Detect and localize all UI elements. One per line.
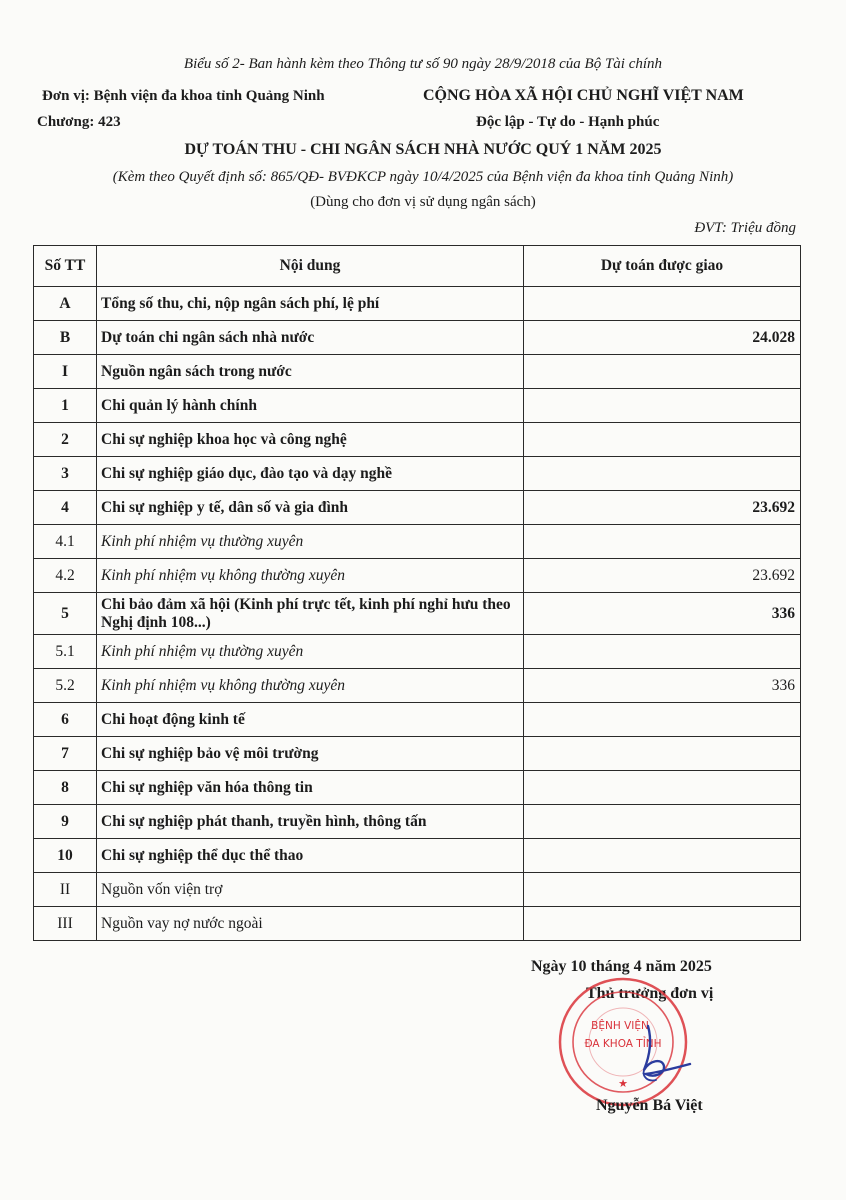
table-row <box>34 635 801 669</box>
table-row <box>34 525 801 559</box>
table-row <box>34 873 801 907</box>
row-content-cell: Kinh phí nhiệm vụ không thường xuyên <box>97 559 524 593</box>
svg-text:★: ★ <box>618 1077 628 1090</box>
row-content-cell: Kinh phí nhiệm vụ không thường xuyên <box>97 669 524 703</box>
row-content-cell: Kinh phí nhiệm vụ thường xuyên <box>97 635 524 669</box>
table-row <box>34 457 801 491</box>
row-content-cell: Chi sự nghiệp thể dục thể thao <box>97 839 524 873</box>
table-row <box>34 559 801 593</box>
row-value-cell <box>524 873 801 907</box>
country-name: CỘNG HÒA XÃ HỘI CHỦ NGHĨ VIỆT NAM <box>423 87 744 104</box>
table-row <box>34 593 801 635</box>
row-content-cell: Chi sự nghiệp khoa học và công nghệ <box>97 423 524 457</box>
document-title: DỰ TOÁN THU - CHI NGÂN SÁCH NHÀ NƯỚC QUÝ 1 NĂM 2025 <box>184 141 662 158</box>
row-number-cell: 4 <box>34 491 97 525</box>
row-value-cell <box>524 805 801 839</box>
table-body <box>34 287 801 941</box>
row-value-cell <box>524 457 801 491</box>
row-value-cell <box>524 389 801 423</box>
chapter: Chương: 423 <box>37 114 121 130</box>
column-header-content: Nội dung <box>97 246 524 287</box>
row-value-cell <box>524 771 801 805</box>
table-row <box>34 389 801 423</box>
row-content-cell: Chi sự nghiệp phát thanh, truyền hình, thông tấn <box>97 805 524 839</box>
signatory-name: Nguyễn Bá Việt <box>596 1097 703 1114</box>
row-value-cell: 24.028 <box>524 321 801 355</box>
row-value-cell: 23.692 <box>524 491 801 525</box>
table-row <box>34 423 801 457</box>
form-note: Biểu số 2- Ban hành kèm theo Thông tư số 90 ngày 28/9/2018 của Bộ Tài chính <box>183 56 663 72</box>
row-content-cell: Chi sự nghiệp giáo dục, đào tạo và dạy nghề <box>97 457 524 491</box>
row-number-cell: 1 <box>34 389 97 423</box>
row-value-cell <box>524 635 801 669</box>
row-content-cell: Kinh phí nhiệm vụ thường xuyên <box>97 525 524 559</box>
row-number-cell: 10 <box>34 839 97 873</box>
handwritten-signature <box>620 1020 700 1090</box>
table-row <box>34 737 801 771</box>
row-number-cell: 5 <box>34 593 97 635</box>
table-row <box>34 321 801 355</box>
row-number-cell: II <box>34 873 97 907</box>
budget-table <box>33 245 801 941</box>
usage-note: (Dùng cho đơn vị sử dụng ngân sách) <box>310 194 536 210</box>
motto: Độc lập - Tự do - Hạnh phúc <box>476 114 660 130</box>
row-number-cell: III <box>34 907 97 941</box>
row-number-cell: 4.1 <box>34 525 97 559</box>
table-row <box>34 805 801 839</box>
table-row <box>34 491 801 525</box>
row-value-cell <box>524 737 801 771</box>
row-content-cell: Chi sự nghiệp y tế, dân số và gia đình <box>97 491 524 525</box>
row-value-cell <box>524 287 801 321</box>
table-row <box>34 287 801 321</box>
row-content-cell: Chi quản lý hành chính <box>97 389 524 423</box>
row-number-cell: B <box>34 321 97 355</box>
row-number-cell: 2 <box>34 423 97 457</box>
row-number-cell: 6 <box>34 703 97 737</box>
table-header-row <box>34 246 801 287</box>
row-value-cell: 336 <box>524 593 801 635</box>
row-number-cell: 3 <box>34 457 97 491</box>
row-value-cell: 23.692 <box>524 559 801 593</box>
row-content-cell: Nguồn vốn viện trợ <box>97 873 524 907</box>
row-content-cell: Chi bảo đảm xã hội (Kinh phí trực tết, kinh phí nghỉ hưu theo Nghị định 108...) <box>97 593 524 635</box>
row-number-cell: 8 <box>34 771 97 805</box>
row-number-cell: 5.2 <box>34 669 97 703</box>
table-row <box>34 839 801 873</box>
table-row <box>34 669 801 703</box>
table-row <box>34 907 801 941</box>
row-value-cell <box>524 423 801 457</box>
row-content-cell: Nguồn ngân sách trong nước <box>97 355 524 389</box>
stamp-line-1: BỆNH VIỆN <box>591 1020 649 1032</box>
row-number-cell: A <box>34 287 97 321</box>
table-row <box>34 703 801 737</box>
decision-reference: (Kèm theo Quyết định số: 865/QĐ- BVĐKCP ngày 10/4/2025 của Bệnh viện đa khoa tỉnh Quảng Ninh) <box>112 169 734 185</box>
row-content-cell: Tổng số thu, chi, nộp ngân sách phí, lệ phí <box>97 287 524 321</box>
stamp-line-2: ĐA KHOA TỈNH <box>584 1038 662 1050</box>
row-number-cell: 7 <box>34 737 97 771</box>
signature-date: Ngày 10 tháng 4 năm 2025 <box>531 958 712 975</box>
row-value-cell <box>524 703 801 737</box>
row-content-cell: Chi hoạt động kinh tế <box>97 703 524 737</box>
row-content-cell: Chi sự nghiệp văn hóa thông tin <box>97 771 524 805</box>
unit-name: Đơn vị: Bệnh viện đa khoa tỉnh Quảng Ninh <box>42 88 325 104</box>
row-value-cell: 336 <box>524 669 801 703</box>
column-header-no: Số TT <box>34 246 97 287</box>
row-number-cell: 9 <box>34 805 97 839</box>
row-content-cell: Chi sự nghiệp bảo vệ môi trường <box>97 737 524 771</box>
row-content-cell: Dự toán chi ngân sách nhà nước <box>97 321 524 355</box>
row-number-cell: I <box>34 355 97 389</box>
currency-unit: ĐVT: Triệu đồng <box>694 220 796 236</box>
row-value-cell <box>524 355 801 389</box>
row-number-cell: 5.1 <box>34 635 97 669</box>
row-number-cell: 4.2 <box>34 559 97 593</box>
row-value-cell <box>524 525 801 559</box>
signature-role: Thủ trưởng đơn vị <box>586 985 714 1002</box>
row-content-cell: Nguồn vay nợ nước ngoài <box>97 907 524 941</box>
column-header-value: Dự toán được giao <box>524 246 801 287</box>
table-row <box>34 355 801 389</box>
row-value-cell <box>524 907 801 941</box>
row-value-cell <box>524 839 801 873</box>
table-row <box>34 771 801 805</box>
